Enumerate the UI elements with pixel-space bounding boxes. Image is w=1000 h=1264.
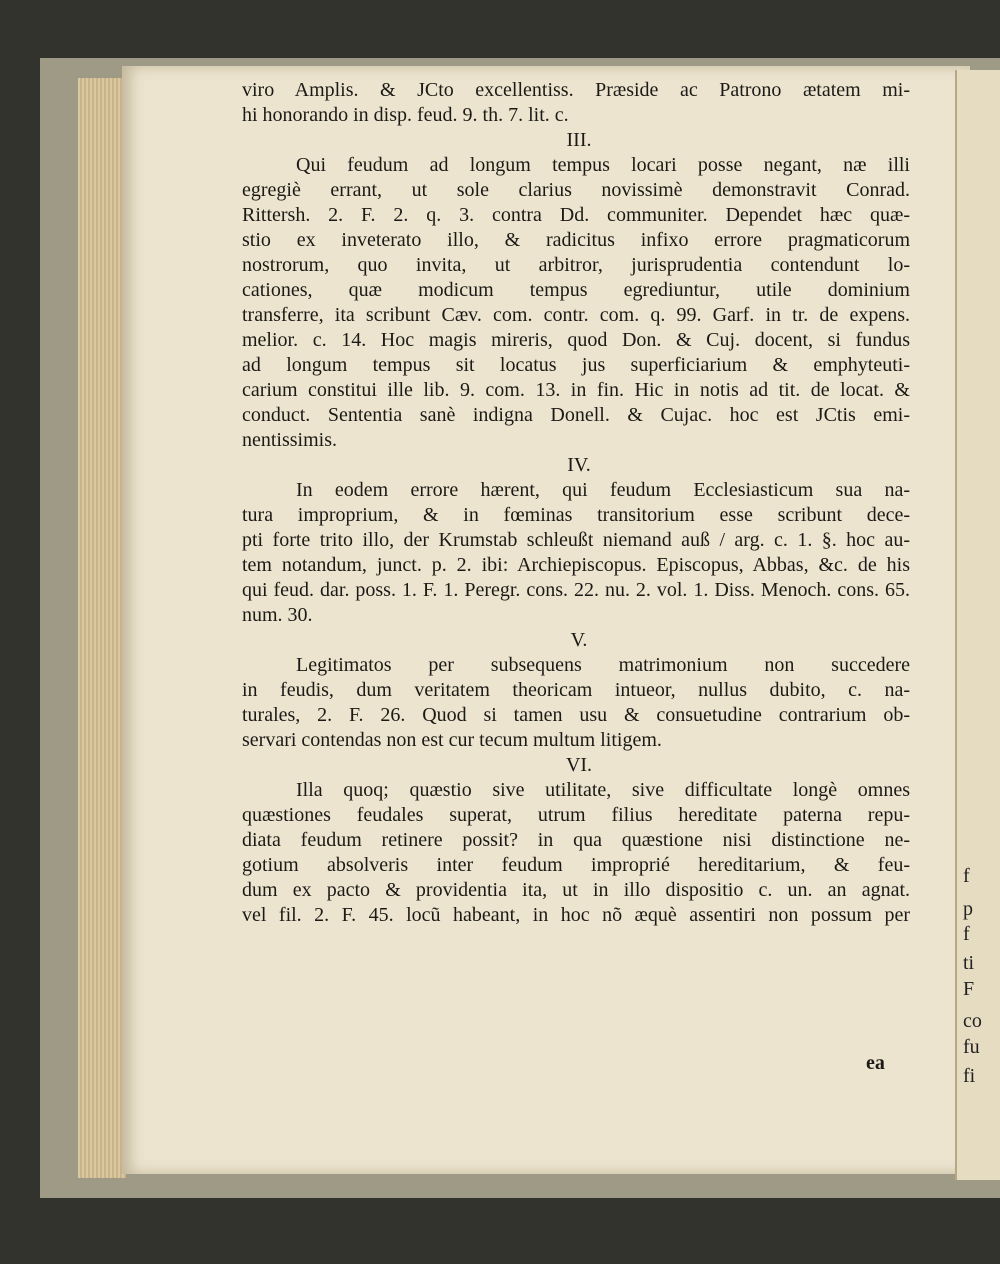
next-page-fragment: ti — [963, 952, 975, 974]
text-line: egregiè errant, ut sole clarius novissimè demonstravit Conrad. — [242, 179, 910, 201]
text-line: dum ex pacto & providentia ita, ut in illo dispositio c. un. an agnat. — [242, 879, 910, 901]
page-edges — [78, 78, 126, 1178]
text-line: In eodem errore hærent, qui feudum Ecclesiasticum sua na- — [296, 479, 910, 501]
next-page-fragment: f — [963, 923, 970, 945]
text-line: pti forte trito illo, der Krumstab schleußt niemand auß / arg. c. 1. §. hoc au- — [242, 529, 910, 551]
text-line: hi honorando in disp. feud. 9. th. 7. lit. c. — [242, 104, 569, 126]
text-line: tem notandum, junct. p. 2. ibi: Archiepiscopus. Episcopus, Abbas, &c. de his — [242, 554, 910, 576]
text-line: transferre, ita scribunt Cæv. com. contr. com. q. 99. Garf. in tr. de expens. — [242, 304, 910, 326]
next-page-fragment: f — [963, 865, 970, 887]
text-line: qui feud. dar. poss. 1. F. 1. Peregr. cons. 22. nu. 2. vol. 1. Diss. Menoch. cons. 65. — [242, 579, 910, 601]
text-line: diata feudum retinere possit? in qua quæstione nisi distinctione ne- — [242, 829, 910, 851]
text-line: viro Amplis. & JCto excellentiss. Præside ac Patrono ætatem mi- — [242, 79, 910, 101]
next-page-fragment: co — [963, 1010, 982, 1032]
next-page-edge — [955, 70, 1000, 1180]
text-line: tura improprium, & in fœminas transitorium esse scribunt dece- — [242, 504, 910, 526]
text-line: nostrorum, quo invita, ut arbitror, jurisprudentia contendunt lo- — [242, 254, 910, 276]
text-line: Legitimatos per subsequens matrimonium non succedere — [296, 654, 910, 676]
catchword: ea — [866, 1052, 885, 1074]
section-heading: IV. — [567, 454, 591, 476]
text-line: Illa quoq; quæstio sive utilitate, sive difficultate longè omnes — [296, 779, 910, 801]
next-page-fragment: p — [963, 898, 973, 920]
text-line: quæstiones feudales superat, utrum filius hereditate paterna repu- — [242, 804, 910, 826]
text-line: carium constitui ille lib. 9. com. 13. in fin. Hic in notis ad tit. de locat. & — [242, 379, 910, 401]
text-line: Qui feudum ad longum tempus locari posse negant, næ illi — [296, 154, 910, 176]
next-page-fragment: F — [963, 978, 975, 1000]
text-line: ad longum tempus sit locatus jus superficiarium & emphyteuti- — [242, 354, 910, 376]
text-line: gotium absolveris inter feudum improprié hereditarium, & feu- — [242, 854, 910, 876]
text-line: num. 30. — [242, 604, 313, 626]
text-line: nentissimis. — [242, 429, 338, 451]
section-heading: V. — [570, 629, 588, 651]
text-line: conduct. Sententia sanè indigna Donell. & Cujac. hoc est JCtis emi- — [242, 404, 910, 426]
section-heading: VI. — [565, 754, 593, 776]
text-line: turales, 2. F. 26. Quod si tamen usu & consuetudine contrarium ob- — [242, 704, 910, 726]
text-line: stio ex inveterato illo, & radicitus infixo errore pragmaticorum — [242, 229, 910, 251]
text-line: cationes, quæ modicum tempus egrediuntur, utile dominium — [242, 279, 910, 301]
text-line: melior. c. 14. Hoc magis mireris, quod Don. & Cuj. docent, si fundus — [242, 329, 910, 351]
text-line: servari contendas non est cur tecum multum litigem. — [242, 729, 662, 751]
next-page-fragment: fu — [963, 1036, 980, 1058]
section-heading: III. — [566, 129, 592, 151]
text-line: in feudis, dum veritatem theoricam intueor, nullus dubito, c. na- — [242, 679, 910, 701]
text-line: vel fil. 2. F. 45. locũ habeant, in hoc nõ æquè assentiri non possum per — [242, 904, 910, 926]
next-page-fragment: fi — [963, 1065, 976, 1087]
text-line: Rittersh. 2. F. 2. q. 3. contra Dd. communiter. Dependet hæc quæ- — [242, 204, 910, 226]
page-text — [242, 78, 910, 928]
